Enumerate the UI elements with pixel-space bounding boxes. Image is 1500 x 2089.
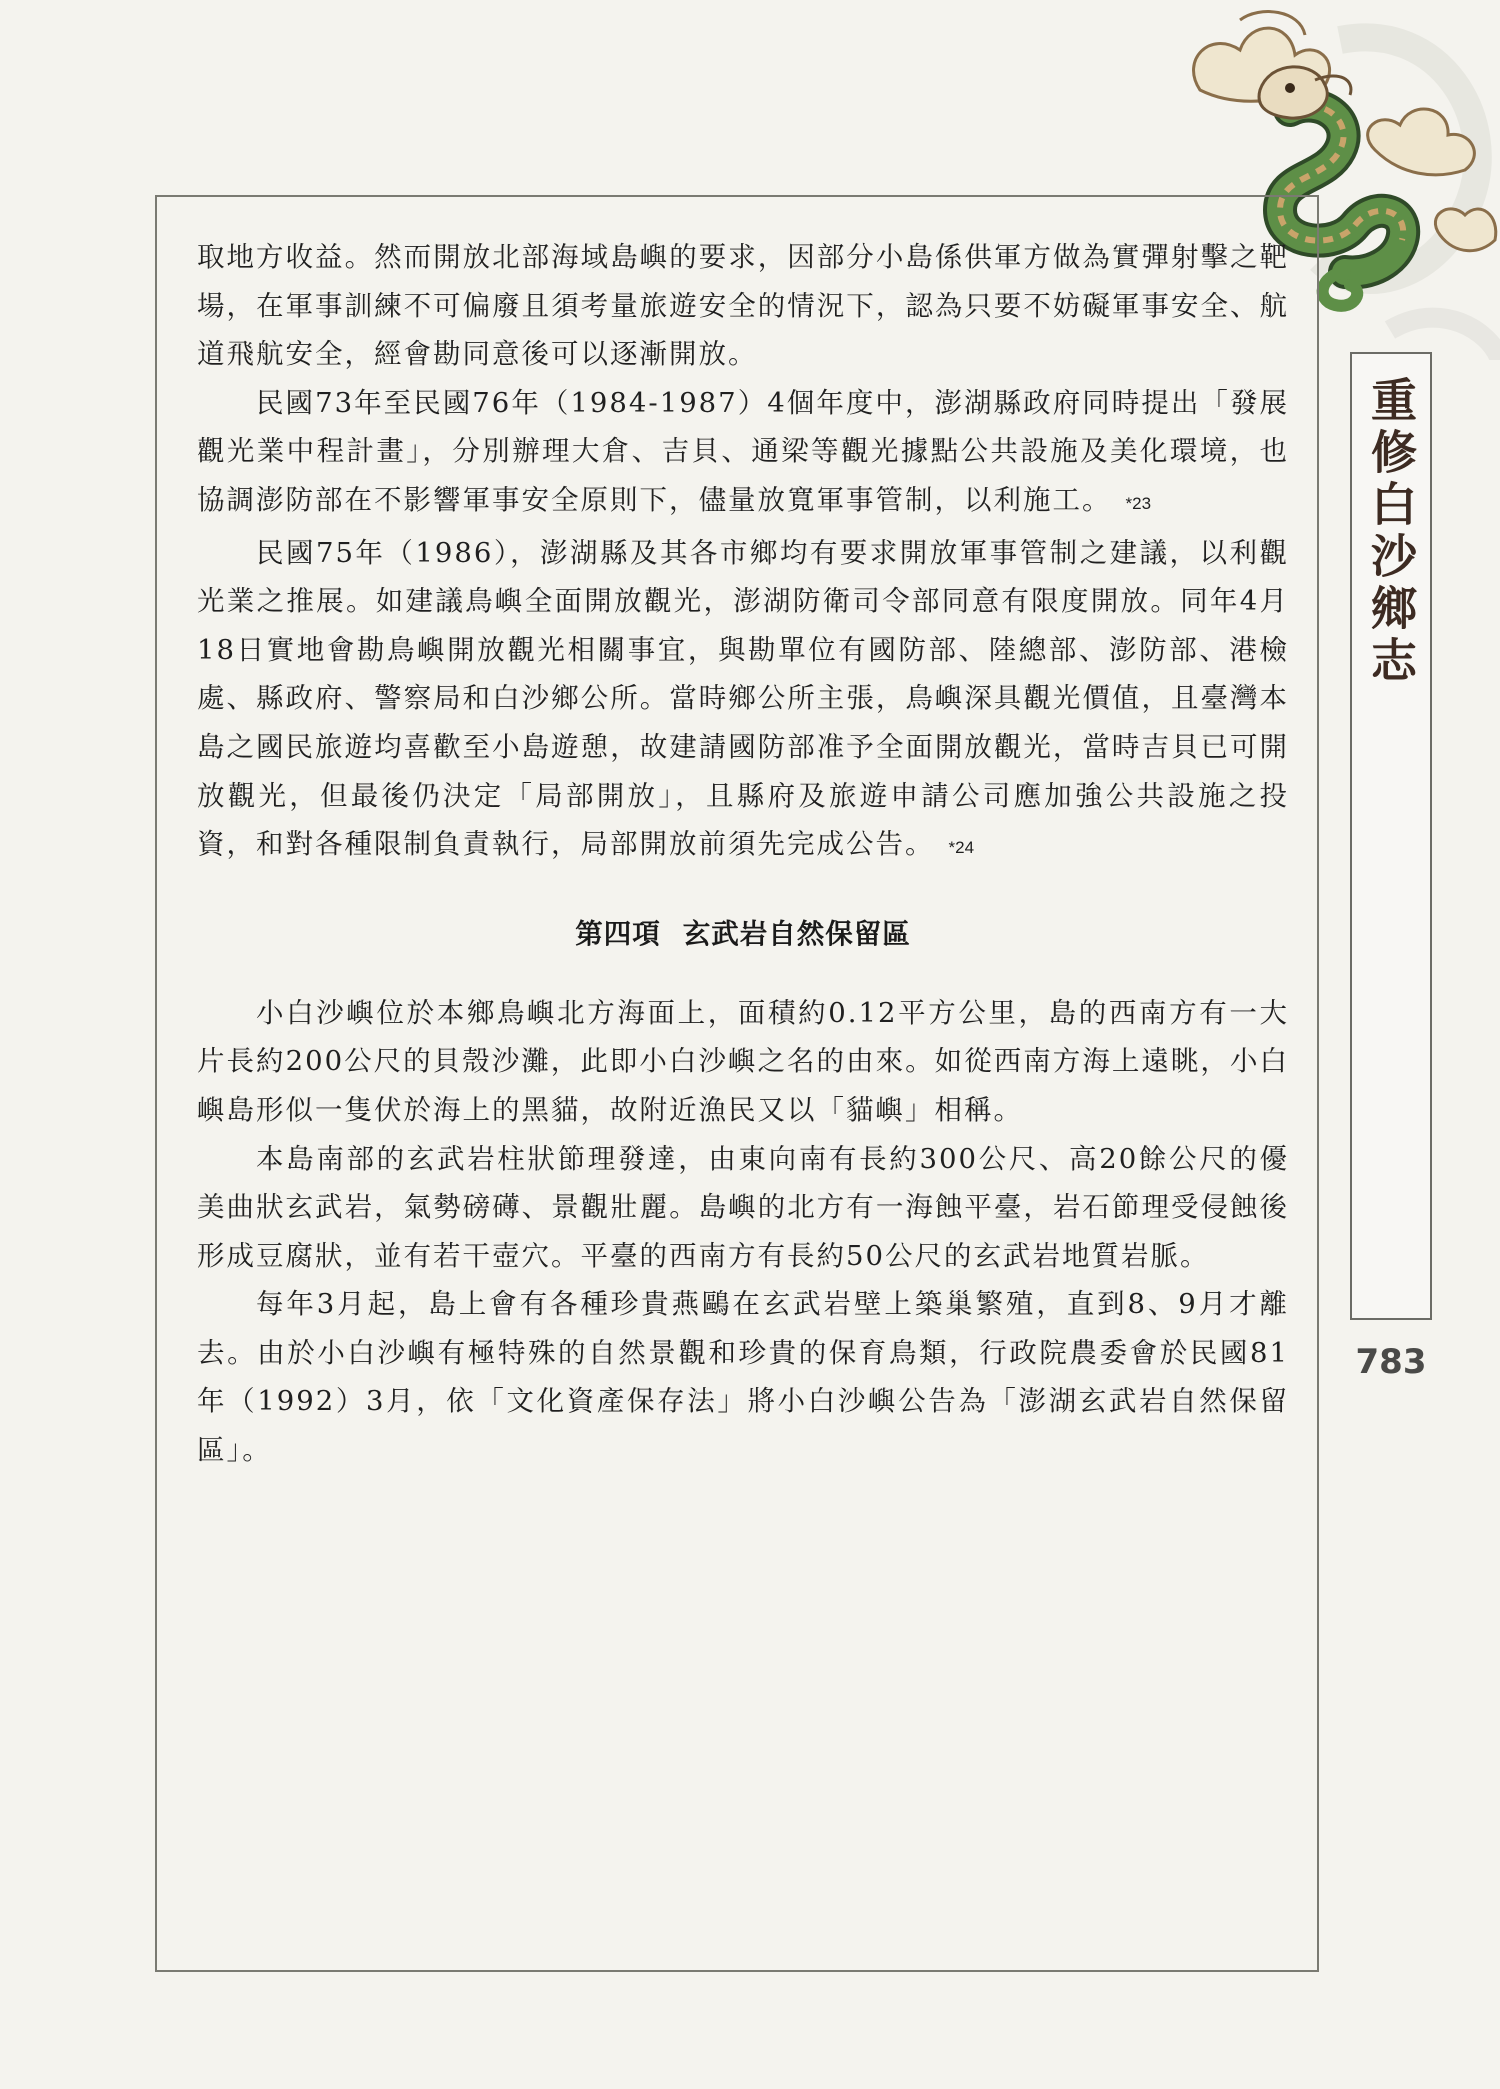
paragraph	[197, 1135, 1289, 1281]
body-text	[197, 233, 1289, 1475]
section-heading	[197, 911, 1289, 951]
footnote-ref: *24	[948, 838, 975, 858]
paragraph-text: 民國73年至民國76年（1984-1987）4個年度中，澎湖縣政府同時提出「發展觀光業中程計畫」，分別辦理大倉、吉貝、通梁等觀光據點公共設施及美化環境，也協調澎防部在不影響軍事安全原則下，儘量放寬軍事管制，以利施工。	[197, 386, 1289, 516]
paragraph-text: 民國75年（1986），澎湖縣及其各市鄉均有要求開放軍事管制之建議，以利觀光業之推展。如建議鳥嶼全面開放觀光，澎湖防衛司令部同意有限度開放。同年4月18日實地會勘鳥嶼開放觀光相關事宜，與勘單位有國防部、陸總部、澎防部、港檢處、縣政府、警察局和白沙鄉公所。當時鄉公所主張，鳥嶼深具觀光價值，且臺灣本島之國民旅遊均喜歡至小島遊憩，故建請國防部准予全面開放觀光，當時吉貝已可開放觀光，但最後仍決定「局部開放」，且縣府及旅遊申請公司應加強公共設施之投資，和對各種限制負責執行，局部開放前須先完成公告。	[197, 536, 1289, 861]
paragraph-text: 小白沙嶼位於本鄉鳥嶼北方海面上，面積約0.12平方公里，島的西南方有一大片長約200公尺的貝殼沙灘，此即小白沙嶼之名的由來。如從西南方海上遠眺，小白嶼島形似一隻伏於海上的黑貓，故附近漁民又以「貓嶼」相稱。	[197, 996, 1289, 1126]
paragraph-text: 每年3月起，島上會有各種珍貴燕鷗在玄武岩壁上築巢繁殖，直到8、9月才離去。由於小白沙嶼有極特殊的自然景觀和珍貴的保育鳥類，行政院農委會於民國81年（1992）3月，依「文化資產保存法」將小白沙嶼公告為「澎湖玄武岩自然保留區」。	[197, 1288, 1289, 1467]
main-text-frame	[155, 195, 1319, 1972]
book-title: 重修白沙鄉志	[1364, 376, 1418, 688]
paragraph	[197, 529, 1289, 873]
paragraph	[197, 1280, 1289, 1474]
section-title: 玄武岩自然保留區	[682, 917, 911, 949]
paragraph	[197, 233, 1289, 379]
paragraph	[197, 379, 1289, 529]
footnote-ref: *23	[1125, 493, 1152, 513]
paragraph-text: 取地方收益。然而開放北部海域島嶼的要求，因部分小島係供軍方做為實彈射擊之靶場，在軍事訓練不可偏廢且須考量旅遊安全的情況下，認為只要不妨礙軍事安全、航道飛航安全，經會勘同意後可以逐漸開放。	[197, 241, 1289, 371]
paragraph-text: 本島南部的玄武岩柱狀節理發達，由東向南有長約300公尺、高20餘公尺的優美曲狀玄武岩，氣勢磅礡、景觀壯麗。島嶼的北方有一海蝕平臺，岩石節理受侵蝕後形成豆腐狀，並有若干壺穴。平臺的西南方有長約50公尺的玄武岩地質岩脈。	[197, 1142, 1289, 1272]
section-number: 第四項	[575, 917, 661, 949]
side-tab	[1350, 352, 1432, 1320]
paragraph	[197, 989, 1289, 1135]
page-number: 783	[1355, 1342, 1427, 1382]
